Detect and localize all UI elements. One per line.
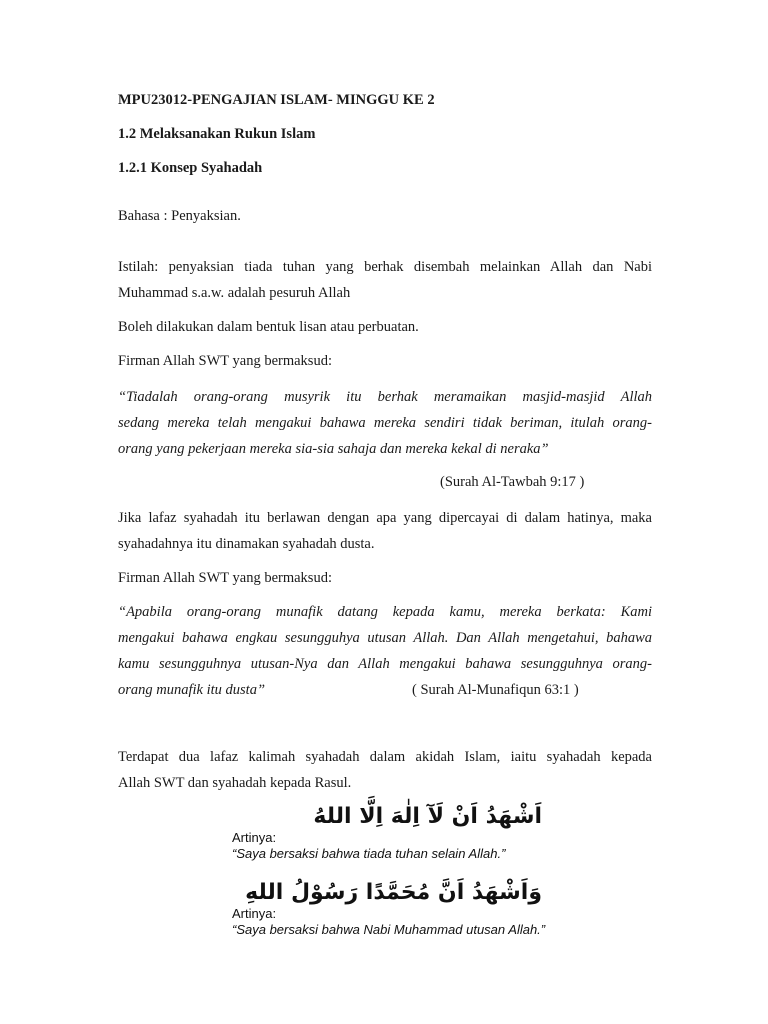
citation-munafiqun: ( Surah Al-Munafiqun 63:1 ): [412, 682, 579, 698]
document-title: MPU23012-PENGAJIAN ISLAM- MINGGU KE 2: [118, 92, 435, 108]
translation-tauhid: “Saya bersaksi bahwa tiada tuhan selain Allah.”: [232, 846, 506, 861]
section-heading: 1.2 Melaksanakan Rukun Islam: [118, 126, 316, 142]
jika-line-1: Jika lafaz syahadah itu berlawan dengan apa yang dipercayai di dalam hatinya, maka: [118, 510, 652, 526]
firman-intro-1: Firman Allah SWT yang bermaksud:: [118, 353, 332, 369]
artinya-label: Artinya:: [232, 830, 277, 845]
citation-tawbah: (Surah Al-Tawbah 9:17 ): [440, 474, 585, 490]
arabic-shahada-rasul: وَاَشْهَدُ اَنَّ مُحَمَّدًا رَسُوْلُ اللهِ: [245, 880, 542, 905]
quote2-line-2: mengakui bahawa engkau sesungguhya utusan Allah. Dan Allah mengetahui, bahawa: [118, 630, 652, 646]
subsection-heading: 1.2.1 Konsep Syahadah: [118, 160, 263, 176]
arabic-shahada-tauhid: اَشْهَدُ اَنْ لَآ اِلٰهَ اِلَّا اللهُ: [313, 804, 542, 829]
quote1-line-2: sedang mereka telah mengakui bahawa mereka sendiri tidak beriman, itulah orang-: [118, 415, 652, 431]
istilah-line-2: Muhammad s.a.w. adalah pesuruh Allah: [118, 285, 351, 301]
boleh-text: Boleh dilakukan dalam bentuk lisan atau perbuatan.: [118, 319, 419, 335]
terdapat-line-2: Allah SWT dan syahadah kepada Rasul.: [118, 775, 352, 791]
translation-rasul: “Saya bersaksi bahwa Nabi Muhammad utusan Allah.”: [232, 922, 546, 937]
firman-intro-2: Firman Allah SWT yang bermaksud:: [118, 570, 332, 586]
artinya-label: Artinya:: [232, 906, 277, 921]
quote2-line-1: “Apabila orang-orang munafik datang kepada kamu, mereka berkata: Kami: [118, 604, 652, 620]
bahasa-definition: Bahasa : Penyaksian.: [118, 208, 241, 224]
shahada-rasul: [232, 876, 562, 946]
istilah-line-1: Istilah: penyaksian tiada tuhan yang berhak disembah melainkan Allah dan Nabi: [118, 259, 652, 275]
quote1-line-3: orang yang pekerjaan mereka sia-sia sahaja dan mereka kekal di neraka”: [118, 441, 549, 457]
quote2-line-3: kamu sesungguhnya utusan-Nya dan Allah mengakui bahawa sesungguhnya orang-: [118, 656, 652, 672]
quote1-line-1: “Tiadalah orang-orang musyrik itu berhak meramaikan masjid-masjid Allah: [118, 389, 652, 405]
shahada-tauhid: [232, 800, 562, 870]
terdapat-line-1: Terdapat dua lafaz kalimah syahadah dalam akidah Islam, iaitu syahadah kepada: [118, 749, 652, 765]
quote2-line-4: orang munafik itu dusta”: [118, 682, 266, 698]
jika-line-2: syahadahnya itu dinamakan syahadah dusta.: [118, 536, 375, 552]
